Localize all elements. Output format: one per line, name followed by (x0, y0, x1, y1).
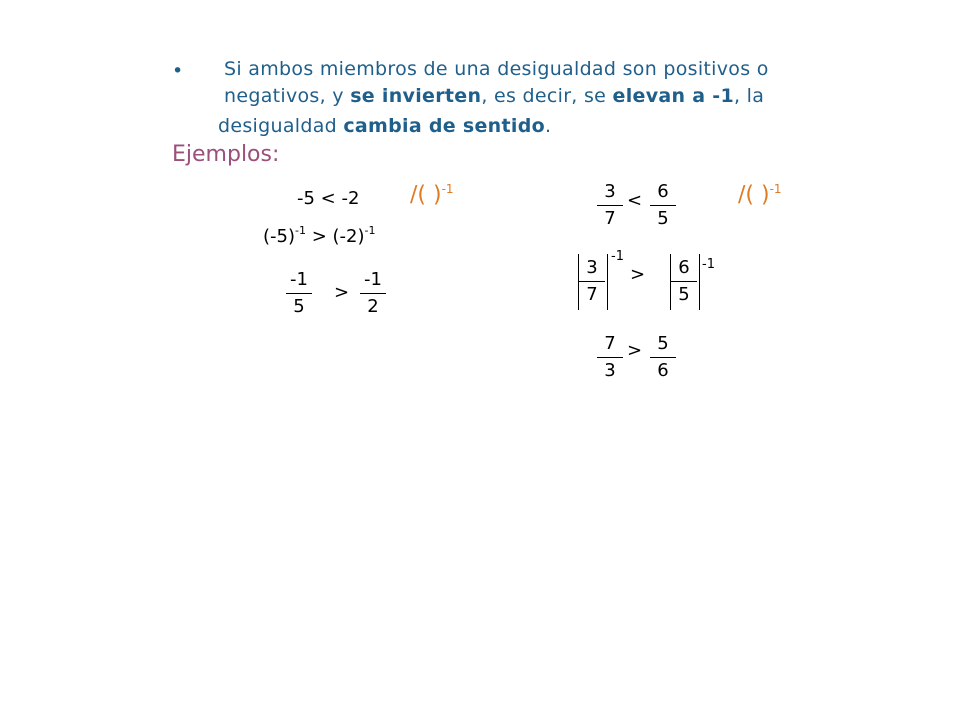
fraction-bar (579, 281, 605, 282)
fraction-bar (650, 357, 676, 358)
right-operator-3: > (627, 340, 643, 361)
fraction-bar (671, 281, 697, 282)
right-fraction-2 (650, 180, 676, 231)
fraction-bar (360, 293, 386, 294)
intro-text: . (544, 115, 552, 137)
right-fraction-4 (671, 256, 697, 307)
intro-line-3 (218, 115, 551, 137)
right-operator-2: > (630, 264, 646, 285)
denominator: 7 (586, 284, 598, 305)
operation-exponent: -1 (441, 182, 454, 196)
numerator: 6 (657, 181, 669, 202)
left-step-2 (263, 226, 375, 247)
right-fraction-5 (597, 332, 623, 383)
fraction-bar (286, 293, 312, 294)
exponent: -1 (702, 257, 715, 272)
numerator: -1 (364, 269, 382, 290)
left-operation (410, 182, 454, 207)
term: (-2) (332, 226, 365, 247)
numerator: 3 (586, 257, 598, 278)
operation-exponent: -1 (769, 182, 782, 196)
fraction-bar (650, 205, 676, 206)
numerator: 3 (604, 181, 616, 202)
left-fraction-1 (286, 268, 312, 319)
bullet: • (172, 60, 184, 82)
denominator: 2 (367, 296, 379, 317)
fraction-bar (597, 357, 623, 358)
right-operation (738, 182, 782, 207)
intro-emphasis: cambia de sentido (343, 115, 545, 137)
intro-line-2 (224, 85, 764, 107)
right-operator-1: < (627, 190, 643, 211)
operator: > (305, 226, 333, 247)
left-inequality: -5 < -2 (297, 188, 360, 209)
fraction-bar (597, 205, 623, 206)
numerator: 5 (657, 333, 669, 354)
intro-line-1: Si ambos miembros de una desigualdad son positivos o (224, 58, 769, 80)
exponent: -1 (611, 249, 624, 264)
denominator: 5 (678, 284, 690, 305)
denominator: 5 (657, 208, 669, 229)
intro-text: , la (734, 85, 765, 107)
numerator: -1 (290, 269, 308, 290)
left-fraction-operator: > (334, 282, 350, 303)
right-fraction-3 (579, 256, 605, 307)
intro-emphasis: elevan a -1 (612, 85, 734, 107)
right-fraction-6 (650, 332, 676, 383)
denominator: 6 (657, 360, 669, 381)
intro-text: desigualdad (218, 115, 344, 137)
operation-label: /( ) (738, 182, 770, 208)
term: (-5) (263, 226, 295, 247)
numerator: 7 (604, 333, 616, 354)
right-fraction-1 (597, 180, 623, 231)
denominator: 7 (604, 208, 616, 229)
intro-emphasis: se invierten (350, 85, 482, 107)
denominator: 3 (604, 360, 616, 381)
intro-text: negativos, y (224, 85, 351, 107)
examples-heading: Ejemplos: (172, 142, 280, 167)
operation-label: /( ) (410, 182, 442, 208)
denominator: 5 (293, 296, 305, 317)
left-fraction-2 (360, 268, 386, 319)
exponent: -1 (295, 224, 306, 237)
intro-text: , es decir, se (481, 85, 613, 107)
numerator: 6 (678, 257, 690, 278)
exponent: -1 (364, 224, 376, 237)
